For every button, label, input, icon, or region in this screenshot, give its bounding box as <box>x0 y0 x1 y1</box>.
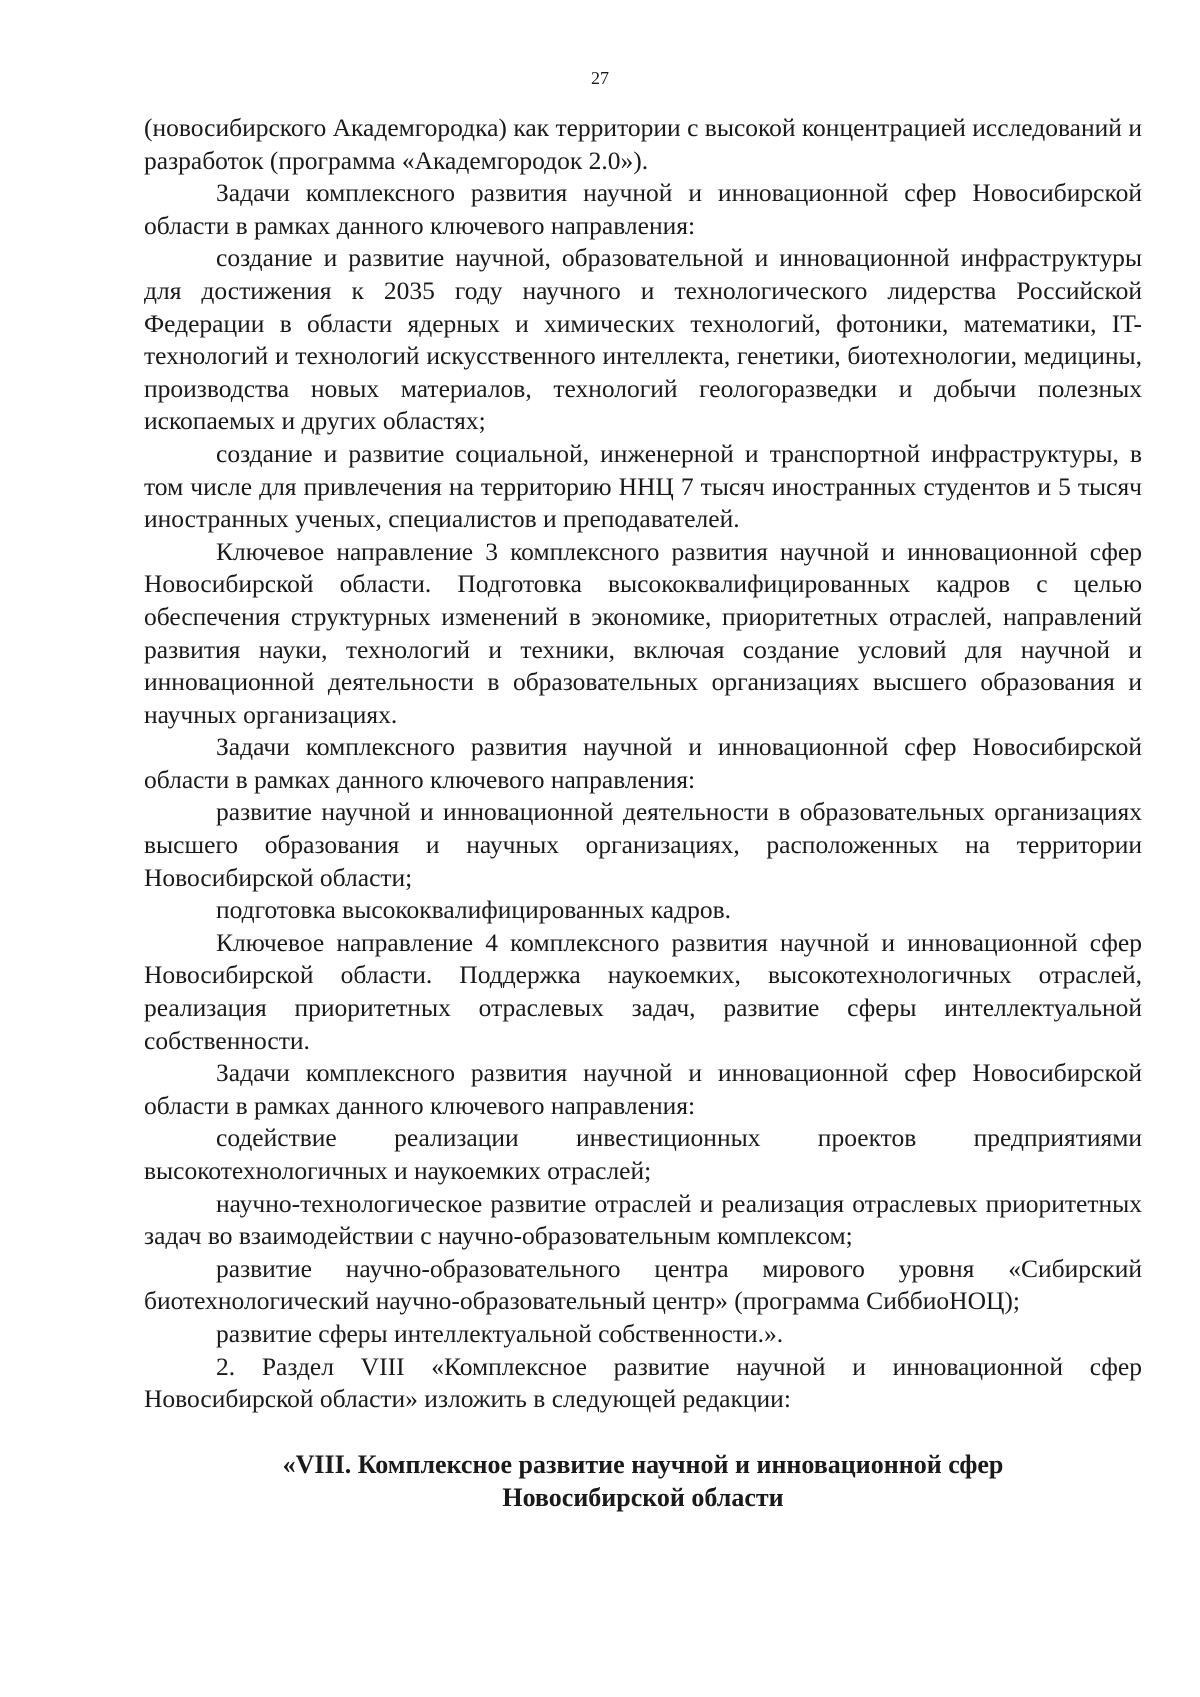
paragraph: 2. Раздел VIII «Комплексное развитие научной и инновационной сфер Новосибирской области» изложить в следующей редакции: <box>144 1351 1142 1414</box>
paragraph: содействие реализации инвестиционных проектов предприятиями высокотехнологичных и наукоемких отраслей; <box>144 1123 1142 1185</box>
section-heading-line-2: Новосибирской области <box>502 1482 784 1512</box>
paragraph: создание и развитие научной, образовательной и инновационной инфраструктуры для достижения к 2035 году научного и технологического лидерства Российской Федерации в области ядерных и химических технологий, фотоники, математики, IT-технологий и технологий искусственного интеллекта, генетики, биотехнологии, медицины, производства новых материалов, технологий геологоразведки и добычи полезных ископаемых и других областях; <box>144 243 1142 436</box>
paragraph: Задачи комплексного развития научной и инновационной сфер Новосибирской области в рамках данного ключевого направления: <box>144 178 1142 240</box>
paragraph: развитие научной и инновационной деятельности в образовательных организациях высшего образования и научных организациях, расположенных на территории Новосибирской области; <box>144 797 1142 892</box>
paragraph: Задачи комплексного развития научной и инновационной сфер Новосибирской области в рамках данного ключевого направления: <box>144 1058 1142 1120</box>
paragraph: Задачи комплексного развития научной и инновационной сфер Новосибирской области в рамках данного ключевого направления: <box>144 732 1142 794</box>
document-body <box>144 112 1142 1514</box>
section-heading <box>144 1448 1142 1514</box>
section-heading-line-1: «VIII. Комплексное развитие научной и инновационной сфер <box>282 1449 1004 1479</box>
page-number: 27 <box>591 68 609 88</box>
paragraph: создание и развитие социальной, инженерной и транспортной инфраструктуры, в том числе для привлечения на территорию ННЦ 7 тысяч иностранных студентов и 5 тысяч иностранных ученых, специалистов и преподавателей. <box>144 438 1142 534</box>
paragraph: развитие сферы интеллектуальной собственности.». <box>216 1318 784 1348</box>
paragraph: Ключевое направление 4 комплексного развития научной и инновационной сфер Новосибирской области. Поддержка наукоемких, высокотехнологичных отраслей, реализация приоритетных отраслевых задач, развитие сферы интеллектуальной собственности. <box>144 927 1142 1055</box>
paragraph: (новосибирского Академгородка) как территории с высокой концентрацией исследований и разработок (программа «Академгородок 2.0»). <box>144 113 1142 175</box>
paragraph: подготовка высококвалифицированных кадров. <box>216 895 732 925</box>
paragraph: научно-технологическое развитие отраслей и реализация отраслевых приоритетных задач во взаимодействии с научно-образовательным комплексом; <box>144 1188 1142 1251</box>
paragraph: Ключевое направление 3 комплексного развития научной и инновационной сфер Новосибирской области. Подготовка высококвалифицированных кадров с целью обеспечения структурных изменений в экономике, приоритетных отраслей, направлений развития науки, технологий и техники, включая создание условий для научной и инновационной деятельности в образовательных организациях высшего образования и научных организациях. <box>144 536 1142 729</box>
paragraph: развитие научно-образовательного центра мирового уровня «Сибирский биотехнологический научно-образовательный центр» (программа СиббиоНОЦ); <box>144 1253 1142 1316</box>
